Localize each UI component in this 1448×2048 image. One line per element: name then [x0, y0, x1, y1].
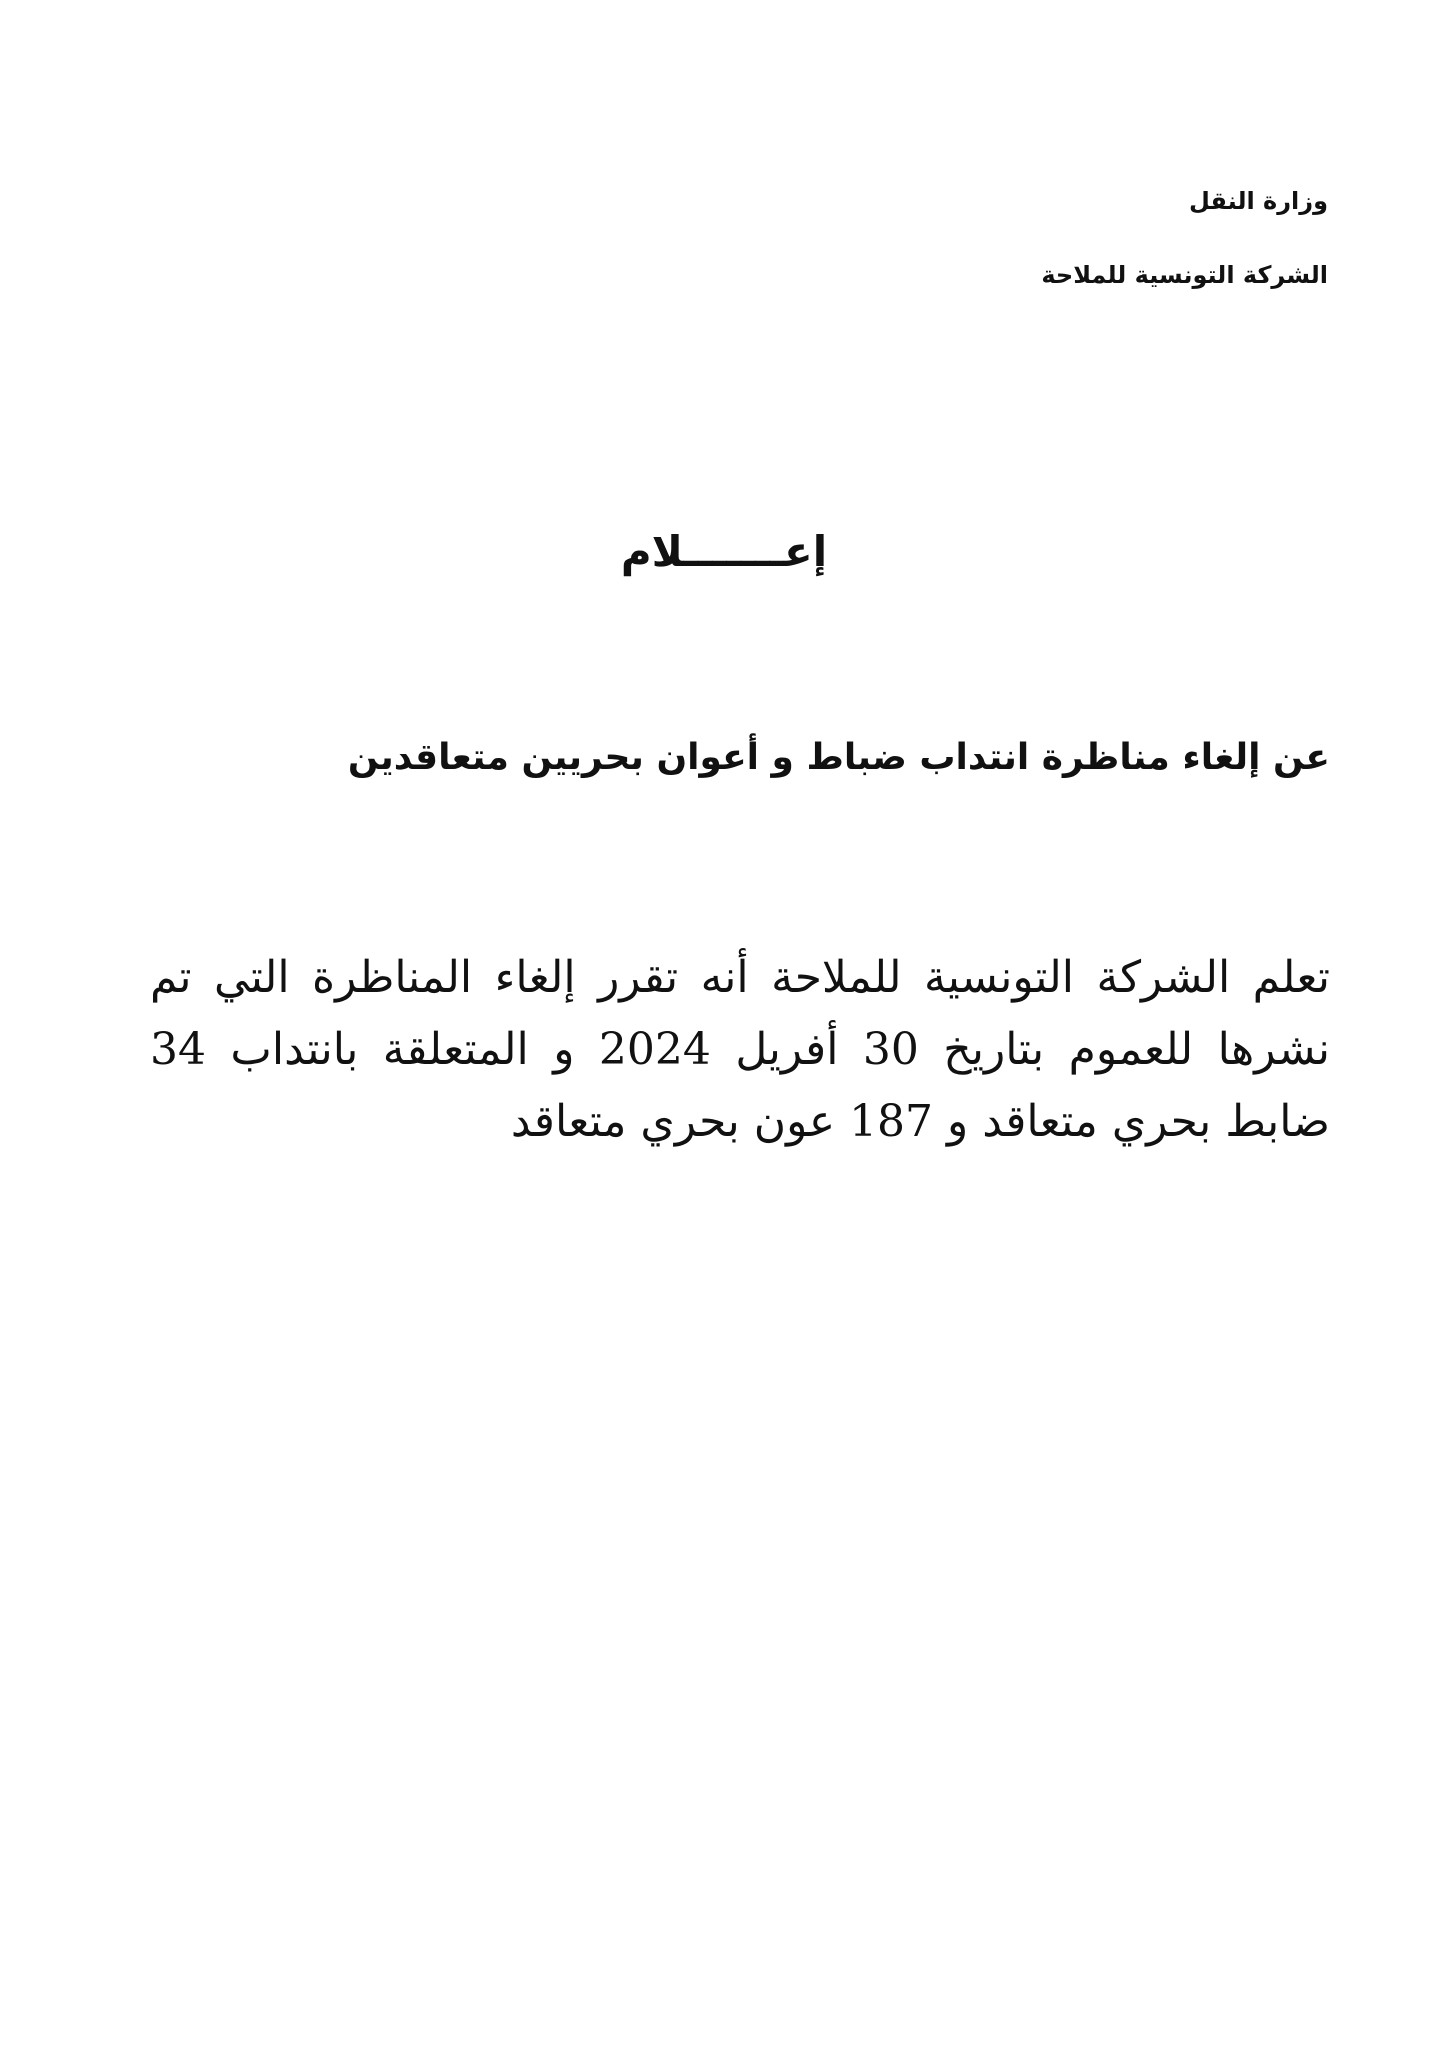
notice-body: تعلم الشركة التونسية للملاحة أنه تقرر إلغاء المناظرة التي تم نشرها للعموم بتاريخ 30 أفريل 2024 و المتعلقة بانتداب 34 ضابط بحري متعاقد و 187 عون بحري متعاقد [150, 952, 1331, 1147]
notice-subject: عن إلغاء مناظرة انتداب ضباط و أعوان بحريين متعاقدين [347, 737, 1330, 778]
company-name: الشركة التونسية للملاحة [1041, 261, 1328, 289]
ministry-name: وزارة النقل [1188, 187, 1328, 215]
notice-title: إعـــــــلام [620, 527, 828, 576]
